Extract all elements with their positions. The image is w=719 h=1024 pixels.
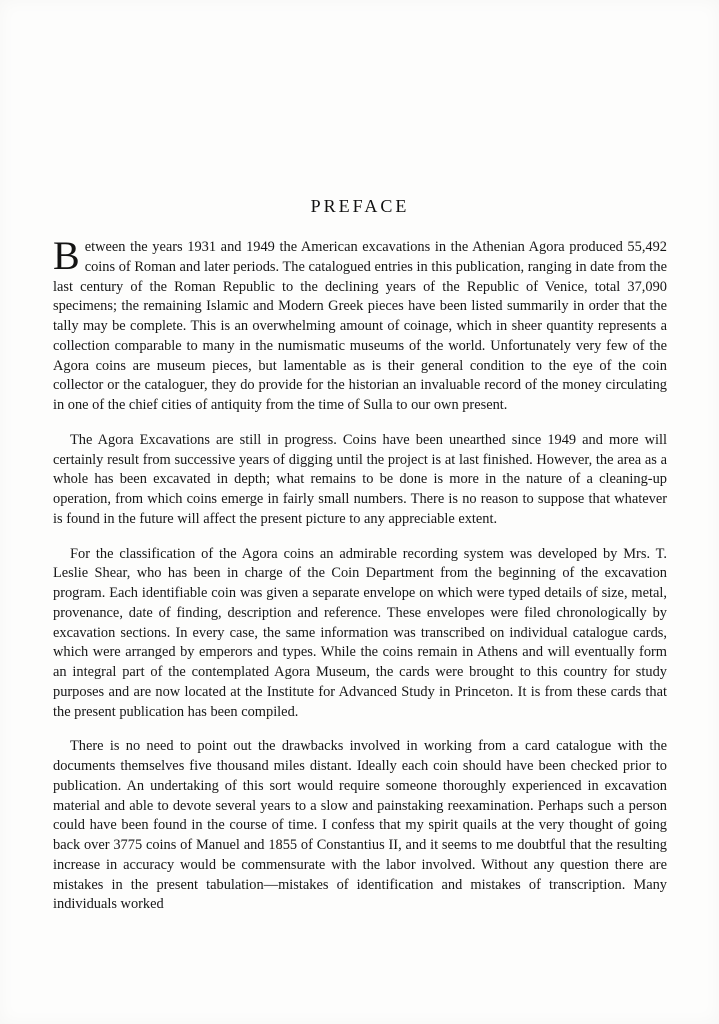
page-title: PREFACE [310, 196, 410, 216]
paragraph [53, 233, 667, 416]
drop-cap: B [53, 233, 80, 278]
paragraph-text: etween the years 1931 and 1949 the American excavations in the Athenian Agora produced 55,492 coins of Roman and later periods. The catalogued entries in this publication, ranging in date from the last century of the Roman Republic to the declining years of the Republic of Venice, total 37,090 specimens; the remaining Islamic and Modern Greek pieces have been listed summarily in order that the tally may be complete. This is an overwhelming amount of coinage, which in sheer quantity represents a collection comparable to many in the numismatic museums of the world. Unfortunately very few of the Agora coins are museum pieces, but lamentable as is their general condition to the eye of the coin collector or the cataloguer, they do provide for the historian an invaluable record of the money circulating in one of the chief cities of antiquity from the time of Sulla to our own present. [53, 239, 667, 413]
paragraph: There is no need to point out the drawbacks involved in working from a card catalogue with the documents themselves five thousand miles distant. Ideally each coin should have been checked prior to publication. An undertaking of this sort would require someone thoroughly experienced in excavation material and able to devote several years to a slow and painstaking reexamination. Perhaps such a person could have been found in the course of time. I confess that my spirit quails at the very thought of going back over 3775 coins of Manuel and 1855 of Constantius II, and it seems to me doubtful that the resulting increase in accuracy would be commensurate with the labor involved. Without any question there are mistakes in the present tabulation—mistakes of identification and mistakes of transcription. Many individuals worked [53, 738, 667, 913]
paragraph: For the classification of the Agora coins an admirable recording system was developed by Mrs. T. Leslie Shear, who has been in charge of the Coin Department from the beginning of the excavation program. Each identifiable coin was given a separate envelope on which were typed details of size, metal, provenance, date of finding, description and reference. These envelopes were filed chronologically by excavation sections. In every case, the same information was transcribed on individual catalogue cards, which were arranged by emperors and types. While the coins remain in Athens and will eventually form an integral part of the contemplated Agora Museum, the cards were brought to this country for study purposes and are now located at the Institute for Advanced Study in Princeton. It is from these cards that the present publication has been compiled. [53, 545, 667, 720]
paragraph: The Agora Excavations are still in progress. Coins have been unearthed since 1949 and more will certainly result from successive years of digging until the project is at last finished. However, the area as a whole has been excavated in depth; what remains to be done is more in the nature of a cleaning-up operation, from which coins emerge in fairly small numbers. There is no reason to suppose that whatever is found in the future will affect the present picture to any appreciable extent. [53, 431, 667, 527]
